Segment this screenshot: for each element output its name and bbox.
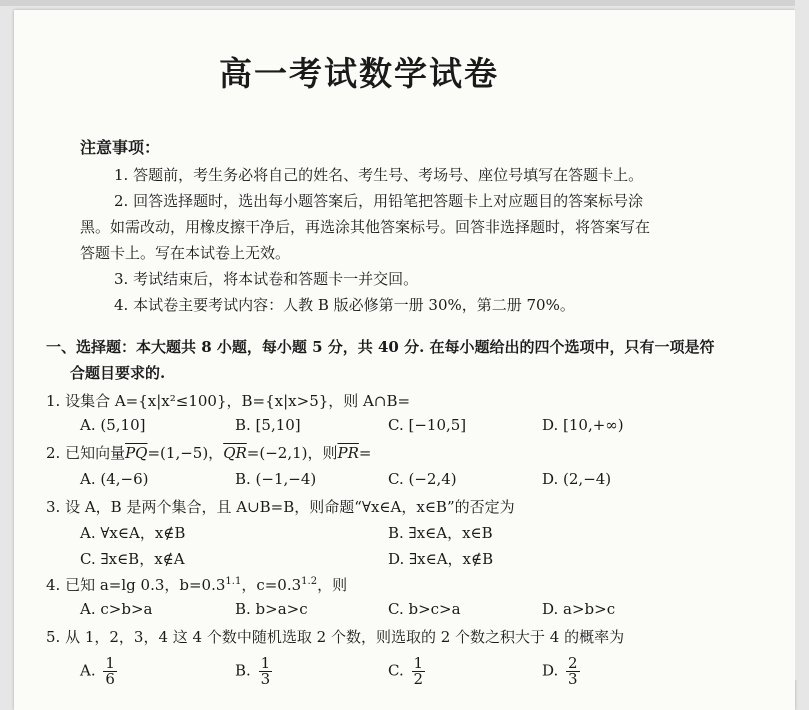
- q5-option-a: [80, 656, 117, 687]
- q2-option-a: A. (4,−6): [80, 470, 149, 488]
- q5-option-d: [542, 656, 580, 687]
- q5-a-den: 6: [105, 670, 115, 688]
- q1-option-b: B. [5,10]: [235, 416, 301, 434]
- q5-d-num: 2: [568, 654, 578, 672]
- q3-option-d: D. ∃x∈A，x∉B: [388, 550, 494, 568]
- q2-prefix: 2. 已知向量: [46, 444, 126, 462]
- q1-option-d: D. [10,+∞): [542, 416, 624, 434]
- q5-b-fraction: [259, 656, 273, 687]
- note-2a: 2. 回答选择题时，选出每小题答案后，用铅笔把答题卡上对应题目的答案标号涂: [114, 192, 644, 210]
- q5-stem: 5. 从 1，2，3，4 这 4 个数中随机选取 2 个数，则选取的 2 个数之积大于 4 的概率为: [46, 628, 625, 646]
- q4-stem: [46, 574, 347, 595]
- q2-option-c: C. (−2,4): [388, 470, 457, 488]
- q5-a-fraction: [103, 656, 117, 687]
- q4-option-a: A. c>b>a: [80, 600, 153, 618]
- q5-d-den: 3: [568, 670, 578, 688]
- q1-option-a: A. (5,10]: [80, 416, 146, 434]
- viewer-scrollbar[interactable]: [795, 0, 809, 680]
- note-2b: 黑。如需改动，用橡皮擦干净后，再选涂其他答案标号。回答非选择题时，将答案写在: [80, 218, 651, 236]
- q5-c-den: 2: [413, 670, 424, 688]
- q5-option-b: [235, 656, 272, 687]
- q4-option-b: B. b>a>c: [235, 600, 308, 618]
- q2-part1: =(1,−5)，: [147, 444, 224, 462]
- q3-option-b: B. ∃x∈A，x∈B: [388, 524, 493, 542]
- q2-option-b: B. (−1,−4): [235, 470, 317, 488]
- q2-option-d: D. (2,−4): [542, 470, 612, 488]
- note-2c: 答题卡上。写在本试卷上无效。: [80, 244, 291, 262]
- viewer-top-bar: [0, 0, 809, 6]
- vector-pq: $\overline{PQ}$: [125, 444, 148, 462]
- note-4: 4. 本试卷主要考试内容：人教 B 版必修第一册 30%，第二册 70%。: [114, 296, 575, 314]
- note-1: 1. 答题前，考生务必将自己的姓名、考生号、考场号、座位号填写在答题卡上。: [114, 166, 644, 184]
- note-3: 3. 考试结束后，将本试卷和答题卡一并交回。: [114, 270, 419, 288]
- page-title: 高一考试数学试卷: [219, 54, 499, 93]
- q1-stem: 1. 设集合 A={x|x²≤100}，B={x|x>5}，则 A∩B=: [46, 392, 411, 410]
- q3-option-a: A. ∀x∈A，x∉B: [80, 524, 186, 542]
- q2-stem: [46, 442, 371, 463]
- q5-c-label: C.: [388, 661, 404, 680]
- q4-stem-pre: 4. 已知 a=lg 0.3，b=0.3: [46, 576, 226, 594]
- notes-heading: 注意事项：: [80, 138, 161, 157]
- q5-b-den: 3: [260, 670, 271, 688]
- q5-d-fraction: [566, 656, 580, 687]
- q2-part3: =: [358, 444, 372, 462]
- q2-part2: =(−2,1)，则: [246, 444, 338, 462]
- q3-stem: 3. 设 A，B 是两个集合，且 A∪B=B，则命题“∀x∈A，x∈B”的否定为: [46, 498, 515, 516]
- vector-qr: $\overline{QR}$: [223, 444, 247, 462]
- q5-option-c: [388, 656, 425, 687]
- q4-stem-post: ，则: [317, 576, 348, 594]
- q1-option-c: C. [−10,5]: [388, 416, 467, 434]
- q5-b-num: 1: [260, 654, 271, 672]
- q5-c-fraction: [412, 656, 426, 687]
- section-1-heading-cont: 合题目要求的.: [70, 364, 166, 382]
- q5-c-num: 1: [413, 654, 424, 672]
- q3-option-c: C. ∃x∈B，x∉A: [80, 550, 185, 568]
- section-1-heading: 一、选择题：本大题共 8 小题，每小题 5 分，共 40 分. 在每小题给出的四个选项中，只有一项是符: [46, 338, 715, 356]
- document-page: [14, 10, 795, 710]
- vector-pr: $\overline{PR}$: [337, 444, 359, 462]
- q4-exp-2: 1.2: [301, 576, 318, 587]
- q5-d-label: D.: [542, 661, 559, 680]
- q4-exp-1: 1.1: [225, 576, 242, 587]
- q5-a-num: 1: [105, 654, 115, 672]
- q4-stem-mid: ，c=0.3: [241, 576, 302, 594]
- q5-a-label: A.: [80, 661, 96, 680]
- q4-option-d: D. a>b>c: [542, 600, 616, 618]
- q5-b-label: B.: [235, 661, 251, 680]
- q4-option-c: C. b>c>a: [388, 600, 461, 618]
